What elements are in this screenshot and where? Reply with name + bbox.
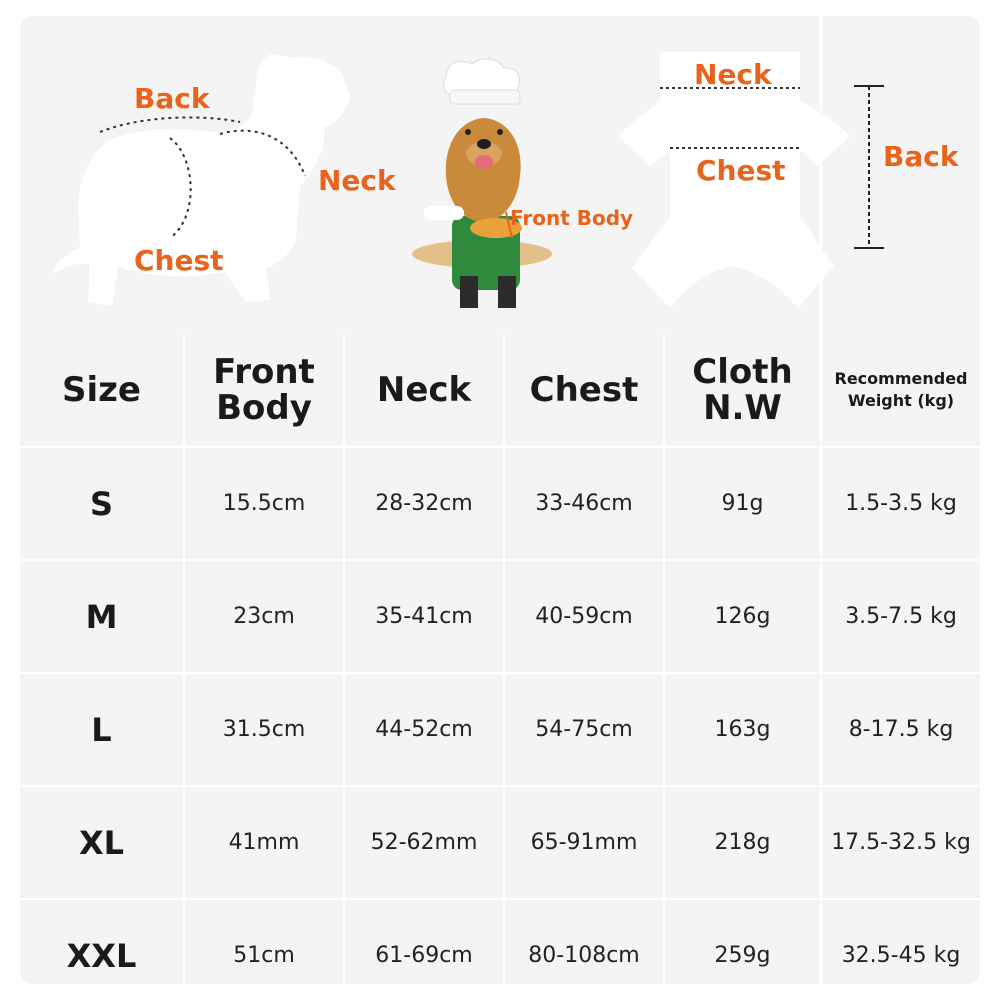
header-weight-line1: Recommended: [834, 369, 968, 388]
garment-back-label: Back: [883, 140, 959, 173]
back-length-marker-icon: [854, 86, 884, 248]
table-cell-front-body: 15.5cm: [185, 448, 343, 559]
garment-neck-label: Neck: [694, 58, 772, 91]
header-front-body-line2: Body: [216, 388, 312, 428]
table-cell-size: XL: [20, 787, 183, 898]
dog-chest-label: Chest: [134, 244, 224, 277]
table-cell-weight: 163g: [665, 674, 820, 785]
dog-silhouette-icon: [20, 16, 980, 334]
table-cell-chest: 40-59cm: [505, 561, 663, 672]
size-table: [20, 334, 980, 984]
table-cell-chest: 65-91mm: [505, 787, 663, 898]
header-size-text: Size: [62, 370, 141, 410]
front-body-label: Front Body: [510, 206, 634, 230]
table-cell-size: L: [20, 674, 183, 785]
header-front-body: [185, 334, 343, 446]
table-cell-neck: 61-69cm: [345, 900, 503, 984]
header-cloth-line2: N.W: [703, 388, 782, 428]
header-recommended-weight: [822, 334, 980, 446]
table-cell-front-body: 31.5cm: [185, 674, 343, 785]
table-cell-weight: 259g: [665, 900, 820, 984]
dog-back-label: Back: [134, 82, 210, 115]
header-cloth-nw: [665, 334, 820, 446]
header-neck-text: Neck: [376, 370, 472, 410]
table-cell-neck: 44-52cm: [345, 674, 503, 785]
size-chart-card: [20, 16, 980, 984]
table-cell-neck: 52-62mm: [345, 787, 503, 898]
table-cell-weight: 91g: [665, 448, 820, 559]
table-cell-recommended: 32.5-45 kg: [822, 900, 980, 984]
dog-photo-image: [412, 59, 552, 308]
table-cell-size: S: [20, 448, 183, 559]
table-cell-chest: 80-108cm: [505, 900, 663, 984]
header-chest: [505, 334, 663, 446]
table-cell-front-body: 51cm: [185, 900, 343, 984]
garment-chest-label: Chest: [696, 154, 786, 187]
header-chest-text: Chest: [529, 370, 639, 410]
table-cell-weight: 126g: [665, 561, 820, 672]
header-cloth-line1: Cloth: [692, 352, 793, 392]
table-cell-chest: 54-75cm: [505, 674, 663, 785]
table-cell-recommended: 8-17.5 kg: [822, 674, 980, 785]
table-cell-front-body: 41mm: [185, 787, 343, 898]
table-cell-chest: 33-46cm: [505, 448, 663, 559]
measurement-diagram: [20, 16, 980, 334]
table-cell-recommended: 17.5-32.5 kg: [822, 787, 980, 898]
table-cell-recommended: 3.5-7.5 kg: [822, 561, 980, 672]
table-cell-neck: 28-32cm: [345, 448, 503, 559]
diagram-divider: [820, 16, 822, 334]
table-cell-neck: 35-41cm: [345, 561, 503, 672]
table-cell-weight: 218g: [665, 787, 820, 898]
table-cell-recommended: 1.5-3.5 kg: [822, 448, 980, 559]
table-cell-size: XXL: [20, 900, 183, 984]
header-size: [20, 334, 183, 446]
table-cell-size: M: [20, 561, 183, 672]
header-neck: [345, 334, 503, 446]
header-weight-line2: Weight (kg): [847, 391, 955, 410]
table-cell-front-body: 23cm: [185, 561, 343, 672]
header-front-body-line1: Front: [213, 352, 315, 392]
dog-neck-label: Neck: [318, 164, 396, 197]
